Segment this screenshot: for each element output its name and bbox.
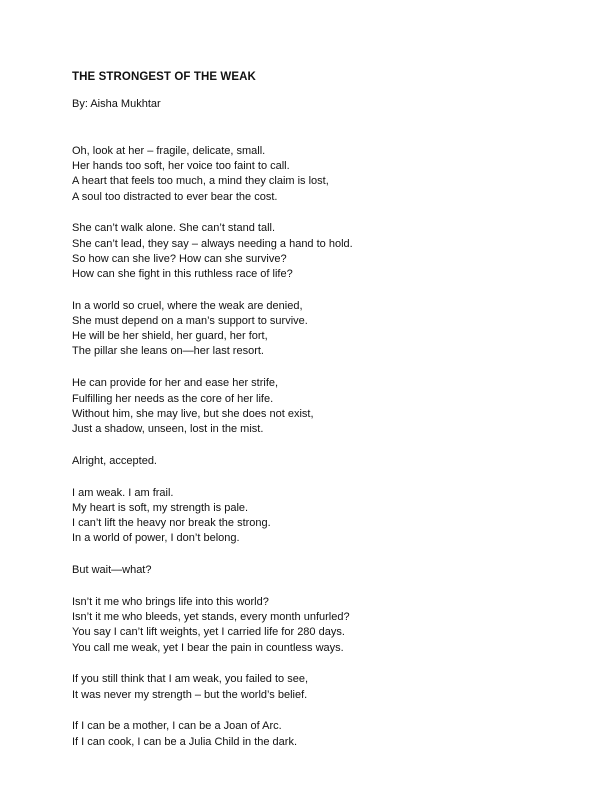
poem-stanza (72, 486, 552, 547)
poem-line: In a world of power, I don’t belong. (72, 532, 240, 545)
poem-line: Her hands too soft, her voice too faint to call. (72, 160, 290, 173)
poem-line: Fulfilling her needs as the core of her life. (72, 392, 274, 405)
poem-line: I am weak. I am frail. (72, 486, 174, 499)
poem-title: THE STRONGEST OF THE WEAK (72, 71, 256, 83)
poem-line: Isn’t it me who bleeds, yet stands, every month unfurled? (72, 611, 350, 624)
poem-stanza (72, 454, 552, 469)
poem-line: Alright, accepted. (72, 454, 157, 467)
poem-stanza (72, 221, 552, 282)
poem-line: Just a shadow, unseen, lost in the mist. (72, 422, 264, 435)
poem-line: My heart is soft, my strength is pale. (72, 501, 249, 514)
poem-line: You call me weak, yet I bear the pain in countless ways. (72, 641, 344, 654)
poem-line: But wait—what? (72, 564, 152, 577)
poem-stanza (72, 595, 552, 656)
poem-line: In a world so cruel, where the weak are denied, (72, 299, 303, 312)
poem-body (72, 144, 552, 767)
poem-line: The pillar she leans on—her last resort. (72, 345, 264, 358)
poem-line: He can provide for her and ease her strife, (72, 377, 279, 390)
poem-line: She can’t walk alone. She can’t stand tall. (72, 222, 276, 235)
poem-author: By: Aisha Mukhtar (72, 98, 161, 110)
poem-line: She can’t lead, they say – always needing a hand to hold. (72, 237, 353, 250)
poem-stanza (72, 672, 552, 702)
poem-line: A heart that feels too much, a mind they claim is lost, (72, 175, 329, 188)
poem-line: Isn’t it me who brings life into this world? (72, 595, 269, 608)
poem-stanza (72, 144, 552, 205)
poem-line: If you still think that I am weak, you failed to see, (72, 673, 309, 686)
poem-line: It was never my strength – but the world’s belief. (72, 688, 308, 701)
poem-stanza (72, 299, 552, 360)
poem-line: Oh, look at her – fragile, delicate, small. (72, 145, 266, 157)
poem-stanza (72, 376, 552, 437)
poem-line: He will be her shield, her guard, her fort, (72, 330, 268, 343)
poem-line: So how can she live? How can she survive? (72, 252, 287, 265)
poem-line: If I can cook, I can be a Julia Child in the dark. (72, 735, 298, 748)
poem-line: How can she fight in this ruthless race of life? (72, 268, 293, 280)
poem-stanza (72, 563, 552, 578)
poem-stanza (72, 719, 552, 749)
poem-line: If I can be a mother, I can be a Joan of Arc. (72, 720, 282, 733)
poem-line: I can’t lift the heavy nor break the strong. (72, 517, 271, 529)
poem-line: She must depend on a man’s support to survive. (72, 315, 308, 328)
poem-line: A soul too distracted to ever bear the cost. (72, 190, 278, 203)
poem-line: Without him, she may live, but she does not exist, (72, 407, 314, 420)
poem-line: You say I can’t lift weights, yet I carried life for 280 days. (72, 626, 345, 639)
